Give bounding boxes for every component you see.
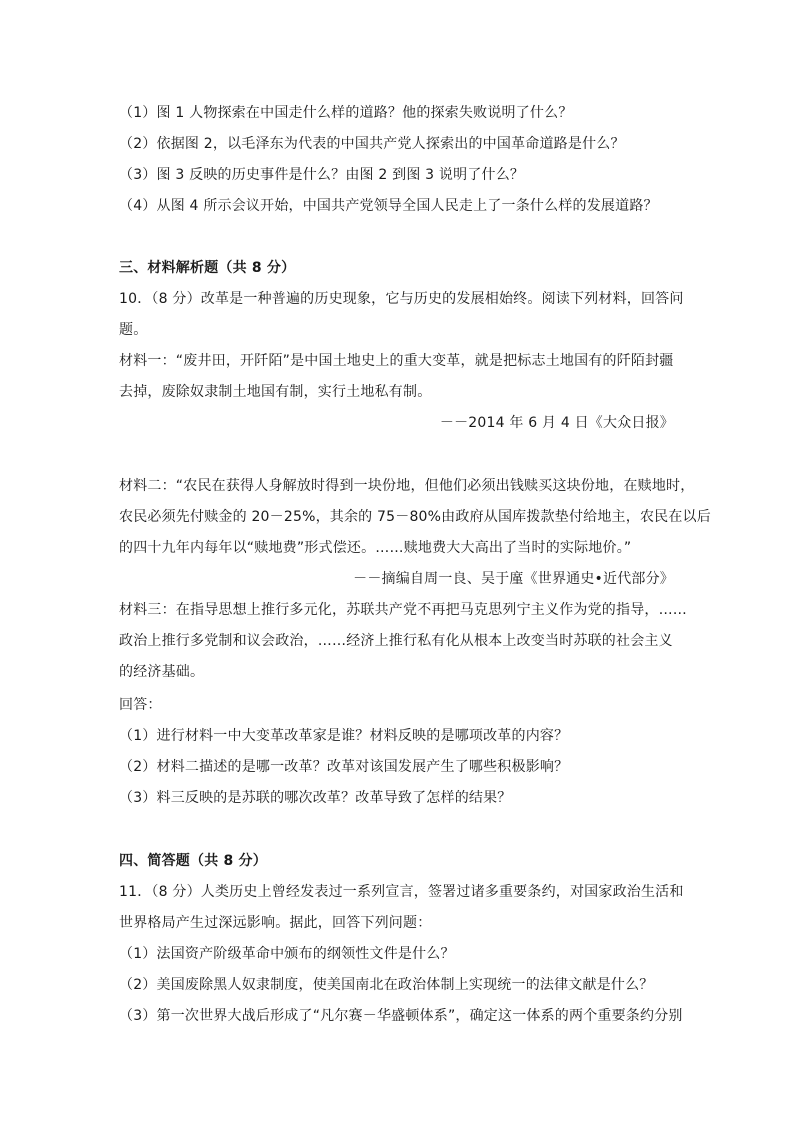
question-11-intro-line2: 世界格局产生过深远影响。据此，回答下列问题： — [119, 915, 432, 931]
question-11-3: （3）第一次世界大战后形成了“凡尔赛－华盛顿体系”，确定这一体系的两个重要条约分别 — [119, 1008, 683, 1024]
question-9-2: （2）依据图 2，以毛泽东为代表的中国共产党人探索出的中国革命道路是什么？ — [119, 136, 625, 152]
material-2-source: －－摘编自周一良、吴于廑《世界通史•近代部分》 — [353, 571, 674, 587]
material-1-line1: 材料一：“废井田，开阡陌”是中国土地史上的重大变革，就是把标志土地国有的阡陌封疆 — [119, 353, 674, 369]
question-11-1: （1）法国资产阶级革命中颁布的纲领性文件是什么？ — [119, 946, 455, 962]
question-10-intro-line1: 10．（8 分）改革是一种普遍的历史现象，它与历史的发展相始终。阅读下列材料，回答问 — [119, 291, 684, 307]
answer-label: 回答： — [119, 697, 162, 713]
question-11-2: （2）美国废除黑人奴隶制度，使美国南北在政治体制上实现统一的法律文献是什么？ — [119, 977, 654, 993]
material-2-line1: 材料二：“农民在获得人身解放时得到一块份地，但他们必须出钱赎买这块份地，在赎地时， — [119, 478, 695, 494]
question-9-4: （4）从图 4 所示会议开始，中国共产党领导全国人民走上了一条什么样的发展道路？ — [119, 198, 658, 214]
material-2-line3: 的四十九年内每年以“赎地费”形式偿还。……赎地费大大高出了当时的实际地价。” — [119, 540, 632, 556]
section-4-title: 四、简答题（共 8 分） — [119, 853, 267, 869]
question-9-3: （3）图 3 反映的历史事件是什么？由图 2 到图 3 说明了什么？ — [119, 167, 525, 183]
question-9-1: （1）图 1 人物探索在中国走什么样的道路？他的探索失败说明了什么？ — [119, 105, 573, 121]
question-10-3: （3）料三反映的是苏联的哪次改革？改革导致了怎样的结果？ — [119, 790, 512, 806]
question-10-2: （2）材料二描述的是哪一改革？改革对该国发展产生了哪些积极影响？ — [119, 759, 569, 775]
question-11-intro-line1: 11．（8 分）人类历史上曾经发表过一系列宣言，签署过诸多重要条约，对国家政治生活和 — [119, 884, 684, 900]
material-1-line2: 去掉，废除奴隶制土地国有制，实行土地私有制。 — [119, 384, 432, 400]
material-2-line2: 农民必须先付赎金的 20－25%，其余的 75－80%由政府从国库拨款垫付给地主，农民在以后 — [119, 509, 711, 525]
question-10-1: （1）进行材料一中大变革改革家是谁？材料反映的是哪项改革的内容？ — [119, 728, 569, 744]
question-10-intro-line2: 题。 — [119, 322, 148, 338]
material-3-line2: 政治上推行多党制和议会政治，……经济上推行私有化从根本上改变当时苏联的社会主义 — [119, 633, 673, 649]
material-3-line3: 的经济基础。 — [119, 664, 205, 680]
material-1-source: －－2014 年 6 月 4 日《大众日报》 — [439, 415, 674, 431]
section-3-title: 三、材料解析题（共 8 分） — [119, 260, 296, 276]
material-3-line1: 材料三：在指导思想上推行多元化，苏联共产党不再把马克思列宁主义作为党的指导，…… — [119, 602, 687, 618]
